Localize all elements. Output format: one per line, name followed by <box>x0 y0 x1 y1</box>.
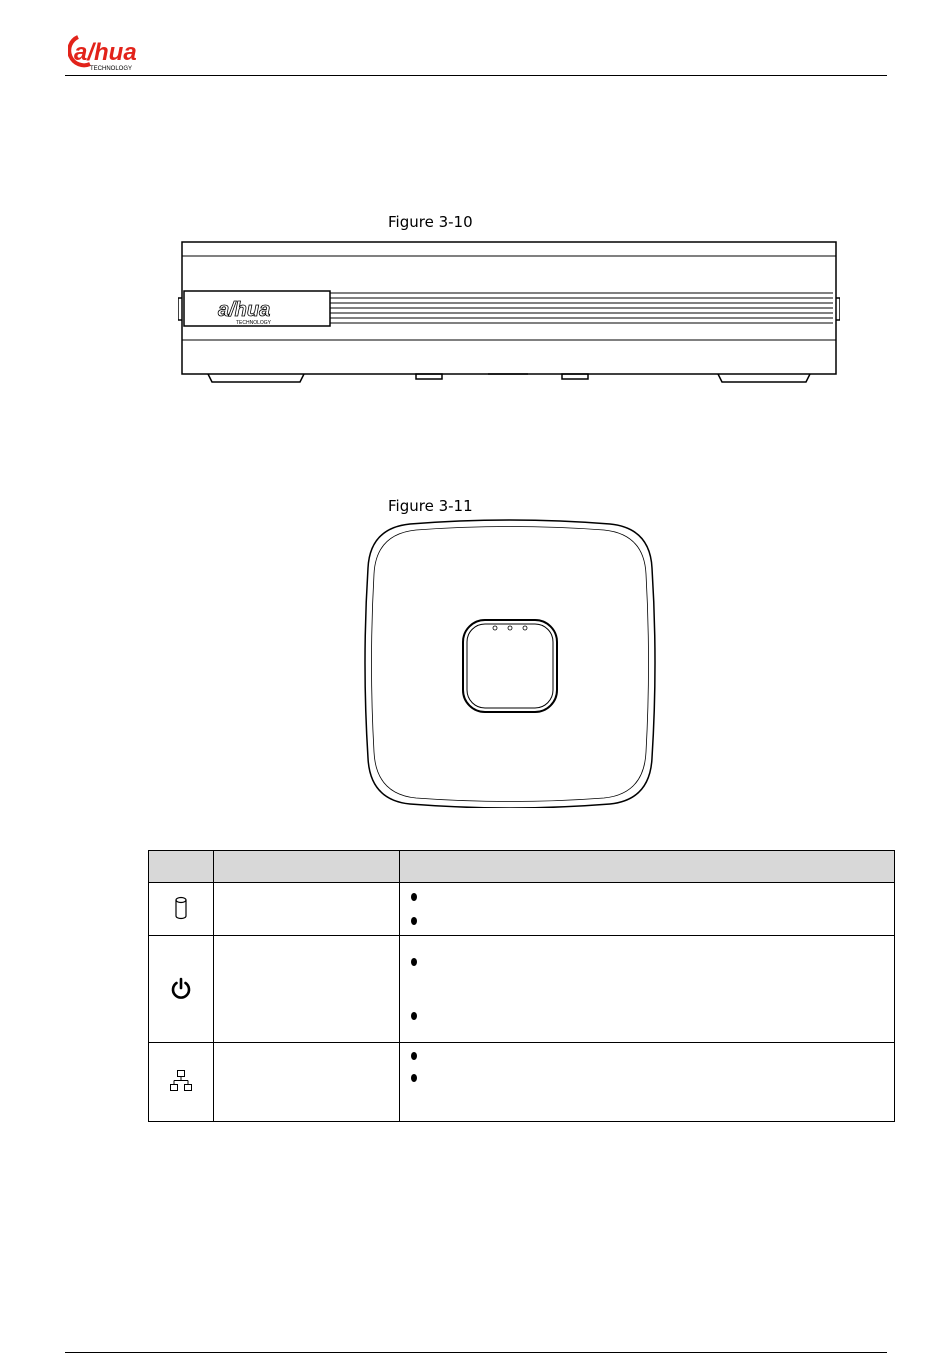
header-name <box>214 851 400 883</box>
logo-subtext: TECHNOLOGY <box>90 66 133 71</box>
table-header-row <box>149 851 895 883</box>
table-row <box>149 936 895 1043</box>
row-name <box>214 883 400 936</box>
panel-logo-wordmark: a/hua <box>218 299 271 321</box>
row-name <box>214 1043 400 1122</box>
dahua-logo <box>68 33 183 71</box>
header-function <box>400 851 895 883</box>
logo-wordmark: a/hua <box>74 39 137 66</box>
top-view-figure <box>360 518 660 808</box>
figure-3-10-caption: Figure 3-10 <box>388 213 473 231</box>
list-item <box>411 955 894 969</box>
panel-logo-subtext: TECHNOLOGY <box>236 320 272 326</box>
figure-3-11-caption: Figure 3-11 <box>388 497 473 515</box>
power-icon <box>170 977 192 999</box>
network-icon <box>170 1069 192 1093</box>
front-panel-figure <box>178 240 840 385</box>
led-table <box>148 850 895 1122</box>
hdd-icon <box>172 895 190 921</box>
list-item <box>411 1071 894 1085</box>
table-row <box>149 883 895 936</box>
list-item <box>411 890 894 904</box>
list-item <box>411 1049 894 1063</box>
header-rule <box>65 75 887 76</box>
row-name <box>214 936 400 1043</box>
footer-rule <box>65 1352 887 1353</box>
list-item <box>411 914 894 928</box>
header-icon <box>149 851 214 883</box>
table-row <box>149 1043 895 1122</box>
list-item <box>411 1009 894 1023</box>
